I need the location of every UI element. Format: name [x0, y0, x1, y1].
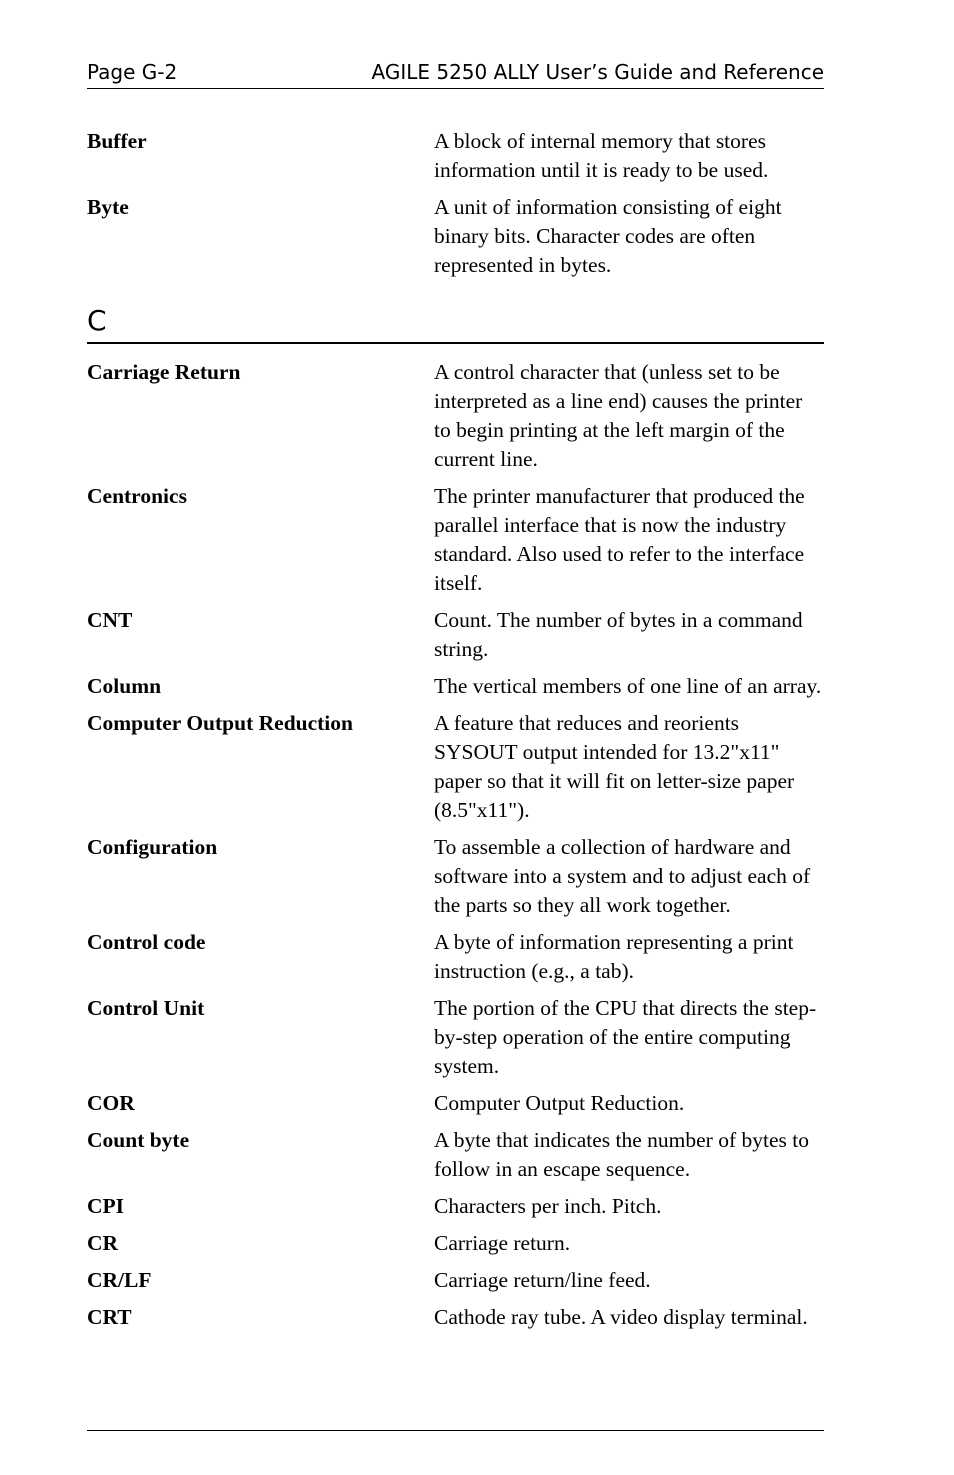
glossary-definition: A control character that (unless set to be interpreted as a line end) causes the printer to begin printing at the left margin of the current line. [434, 360, 803, 471]
glossary-definition: Carriage return/line feed. [434, 1268, 651, 1292]
glossary-term: Control Unit [87, 996, 205, 1020]
glossary-entry [87, 709, 824, 825]
page-header [87, 58, 824, 89]
glossary-entry [87, 833, 824, 920]
glossary-definition: Cathode ray tube. A video display terminal. [434, 1305, 808, 1329]
glossary-definition: Characters per inch. Pitch. [434, 1194, 662, 1218]
glossary-definition: The portion of the CPU that directs the step-by-step operation of the entire computing system. [434, 996, 817, 1078]
glossary-term: CR [87, 1231, 119, 1255]
glossary-section-c [87, 358, 824, 1332]
glossary-definition: A byte of information representing a print instruction (e.g., a tab). [434, 930, 794, 983]
glossary-term: Carriage Return [87, 360, 241, 384]
glossary-entry [87, 1266, 824, 1295]
glossary-entry [87, 672, 824, 701]
glossary-definition: A byte that indicates the number of bytes to follow in an escape sequence. [434, 1128, 809, 1181]
glossary-term: CR/LF [87, 1268, 152, 1292]
glossary-entry [87, 1089, 824, 1118]
glossary-term: Buffer [87, 129, 147, 153]
glossary-entry [87, 606, 824, 664]
glossary-entry [87, 1229, 824, 1258]
glossary-entry [87, 482, 824, 598]
glossary-entry [87, 1126, 824, 1184]
glossary-term: Configuration [87, 835, 218, 859]
glossary-term: CPI [87, 1194, 125, 1218]
glossary-definition: Count. The number of bytes in a command string. [434, 608, 803, 661]
footer-rule [87, 1430, 824, 1431]
glossary-definition: Computer Output Reduction. [434, 1091, 685, 1115]
glossary-entry [87, 358, 824, 474]
glossary-entry [87, 1192, 824, 1221]
glossary-term: Count byte [87, 1128, 190, 1152]
glossary-term: COR [87, 1091, 135, 1115]
glossary-definition: A feature that reduces and reorients SYSOUT output intended for 13.2"x11" paper so that it will fit on letter-size paper (8.5"x11"). [434, 711, 795, 822]
document-title: AGILE 5250 ALLY User’s Guide and Reference [371, 60, 824, 84]
glossary-section-b [87, 127, 824, 280]
glossary-term: Control code [87, 930, 206, 954]
glossary-definition: To assemble a collection of hardware and software into a system and to adjust each of the parts so they all work together. [434, 835, 811, 917]
glossary-term: Byte [87, 195, 129, 219]
glossary-definition: The printer manufacturer that produced the parallel interface that is now the industry standard. Also used to refer to the interface itself. [434, 484, 805, 595]
section-heading-c: C [87, 302, 824, 344]
glossary-term: Column [87, 674, 162, 698]
glossary-term: Centronics [87, 484, 187, 508]
glossary-entry [87, 928, 824, 986]
glossary-entry [87, 193, 824, 280]
glossary-entry [87, 1303, 824, 1332]
glossary-term: Computer Output Reduction [87, 711, 353, 735]
page-number: Page G-2 [87, 60, 178, 84]
glossary-definition: A block of internal memory that stores information until it is ready to be used. [434, 129, 769, 182]
glossary-definition: Carriage return. [434, 1231, 571, 1255]
glossary-term: CRT [87, 1305, 132, 1329]
glossary-definition: The vertical members of one line of an array. [434, 674, 822, 698]
glossary-definition: A unit of information consisting of eight binary bits. Character codes are often represented in bytes. [434, 195, 782, 277]
glossary-term: CNT [87, 608, 133, 632]
glossary-entry [87, 994, 824, 1081]
glossary-entry [87, 127, 824, 185]
